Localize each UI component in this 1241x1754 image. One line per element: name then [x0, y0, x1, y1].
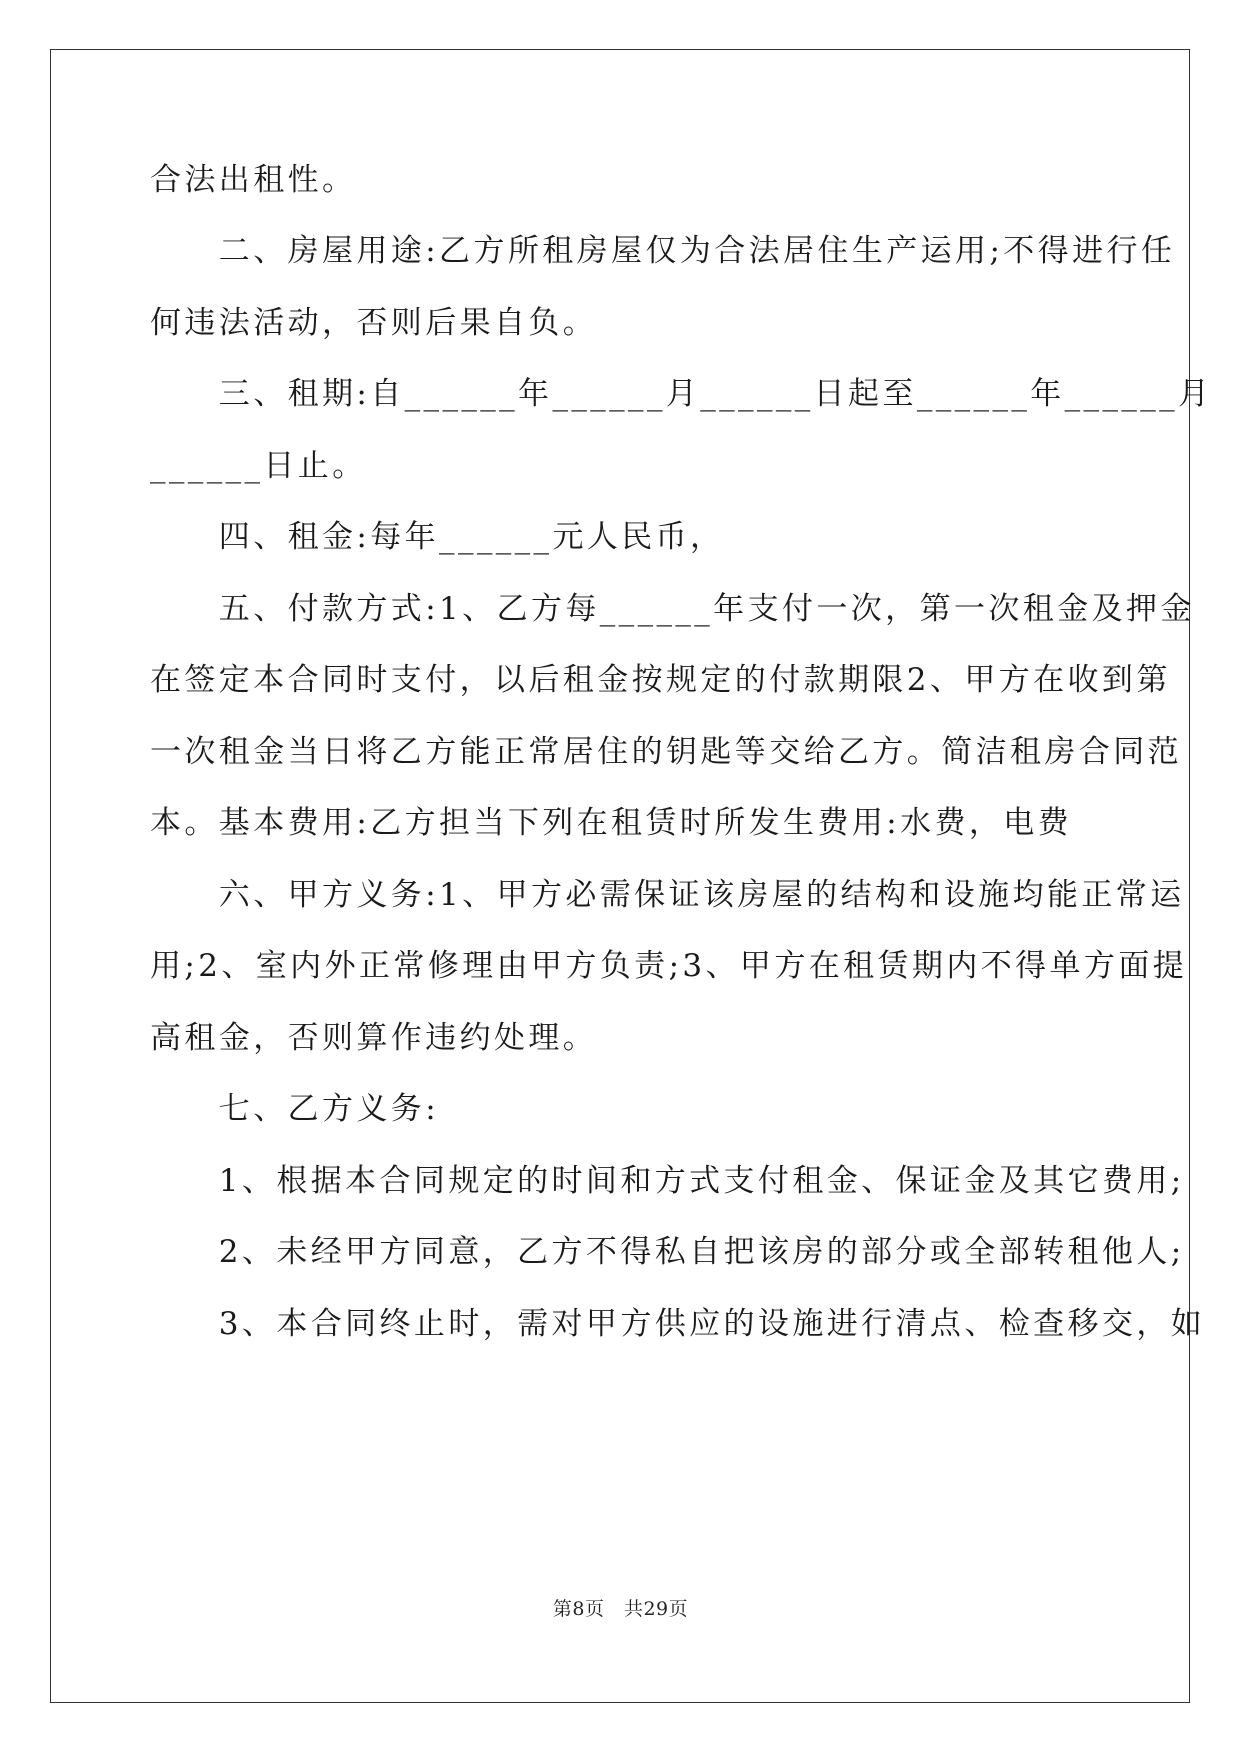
text-line: 在签定本合同时支付，以后租金按规定的付款期限2、甲方在收到第	[150, 662, 1171, 698]
text-line: 三、租期:自______年______月______日起至______年______月	[150, 376, 1213, 412]
text-line: 合法出租性。	[150, 162, 357, 198]
text-line: 六、甲方义务:1、甲方必需保证该房屋的结构和设施均能正常运	[150, 877, 1185, 913]
text-line: 七、乙方义务:	[150, 1091, 440, 1127]
text-line: 高租金，否则算作违约处理。	[150, 1020, 598, 1056]
text-line: 3、本合同终止时，需对甲方供应的设施进行清点、检查移交，如	[150, 1306, 1206, 1342]
text-line: 何违法活动，否则后果自负。	[150, 305, 598, 341]
text-line: 本。基本费用:乙方担当下列在租赁时所发生费用:水费，电费	[150, 805, 1073, 841]
page-number-label: 第8页 共29页	[552, 1598, 689, 1620]
text-line: 用;2、室内外正常修理由甲方负责;3、甲方在租赁期内不得单方面提	[150, 948, 1188, 984]
text-line: ______日止。	[150, 448, 367, 484]
text-line: 一次租金当日将乙方能正常居住的钥匙等交给乙方。简洁租房合同范	[150, 734, 1182, 770]
text-line: 五、付款方式:1、乙方每______年支付一次，第一次租金及押金	[150, 591, 1195, 627]
text-line: 2、未经甲方同意，乙方不得私自把该房的部分或全部转租他人;	[150, 1234, 1185, 1270]
text-line: 1、根据本合同规定的时间和方式支付租金、保证金及其它费用;	[150, 1163, 1185, 1199]
text-line: 二、房屋用途:乙方所租房屋仅为合法居住生产运用;不得进行任	[150, 233, 1176, 269]
text-line: 四、租金:每年______元人民币，	[150, 519, 725, 555]
page-footer	[0, 1594, 1241, 1621]
